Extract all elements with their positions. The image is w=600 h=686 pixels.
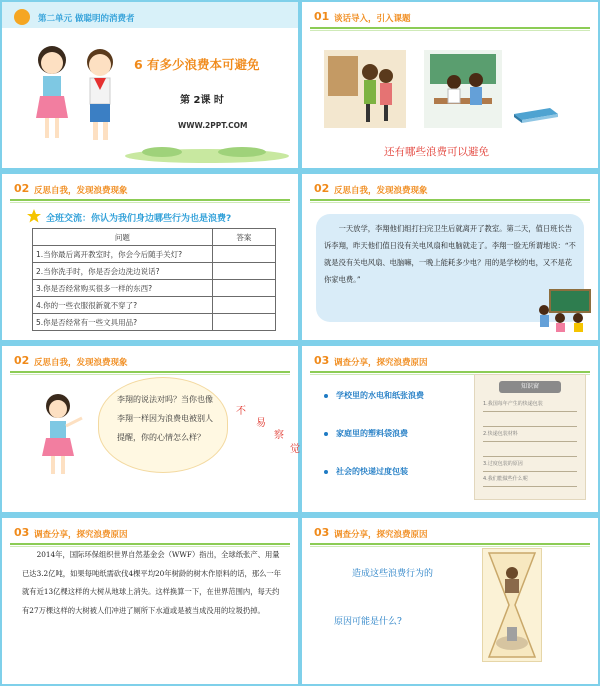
header-rule-light xyxy=(10,202,290,203)
bullet-dot-icon xyxy=(324,432,328,436)
table-cell-question: 2.当你洗手时，你是否会边洗边说话? xyxy=(33,263,213,280)
section-number: 03 xyxy=(14,526,30,539)
knowledge-window xyxy=(474,374,586,500)
section-title: 调查分享，探究浪费原因 xyxy=(334,530,428,540)
section-number: 02 xyxy=(314,182,330,195)
table-cell-answer[interactable] xyxy=(212,263,275,280)
slide-caption: 还有哪些浪费可以避免 xyxy=(384,146,489,158)
section-number: 03 xyxy=(314,354,330,367)
table-cell-question: 5.你是否经常有一些文具用品? xyxy=(33,314,213,331)
lesson-period: 第 2课 时 xyxy=(180,95,224,106)
section-number: 02 xyxy=(14,182,30,195)
section-title: 反思自我，发现浪费现象 xyxy=(34,358,128,368)
slide-header xyxy=(2,174,298,198)
section-title: 反思自我，发现浪费现象 xyxy=(34,186,128,196)
side-word: 察 xyxy=(274,430,284,441)
bullet-item xyxy=(324,466,408,477)
header-rule xyxy=(10,543,290,545)
header-rule-light xyxy=(10,374,290,375)
side-word: 觉 xyxy=(290,444,300,455)
table-cell-question: 1.当你最后离开教室时，你会今后随手关灯? xyxy=(33,246,213,263)
knowledge-line: 1.我国每年产生的快递包装 xyxy=(483,397,577,412)
bullet-text: 家庭里的塑料袋浪费 xyxy=(336,429,408,438)
slide-8[interactable] xyxy=(302,518,598,684)
knowledge-line xyxy=(483,442,577,457)
star-icon xyxy=(26,208,42,224)
classroom-scene-2 xyxy=(424,50,502,128)
slide-1-cover[interactable] xyxy=(2,2,298,168)
bullet-item xyxy=(324,428,408,439)
header-rule-light xyxy=(310,546,590,547)
survey-table xyxy=(32,228,276,331)
slide-header xyxy=(2,518,298,542)
unit-label: 第二单元 做聪明的消费者 xyxy=(38,14,135,24)
table-cell-answer[interactable] xyxy=(212,314,275,331)
unit-logo-icon xyxy=(14,9,30,25)
table-row xyxy=(33,263,276,280)
hourglass-illustration xyxy=(482,548,542,662)
knowledge-line: 4.我们能做些什么呢 xyxy=(483,472,577,487)
slide-header xyxy=(302,346,598,370)
bullet-dot-icon xyxy=(324,470,328,474)
header-rule xyxy=(310,543,590,545)
section-number: 01 xyxy=(314,10,330,23)
lesson-title: 6 有多少浪费本可避免 xyxy=(134,57,260,72)
side-word: 易 xyxy=(256,418,266,429)
table-row xyxy=(33,297,276,314)
section-title: 调查分享，探究浪费原因 xyxy=(334,358,428,368)
hourglass-icon xyxy=(483,549,541,661)
side-word: 不 xyxy=(236,406,246,417)
header-rule-light xyxy=(310,30,590,31)
discussion-prompt: 全班交流：你认为我们身边哪些行为也是浪费? xyxy=(46,214,232,224)
paper-waste-paragraph: 2014年，国际环保组织世界自然基金会（WWF）指出，全球纸张产、用量已达3.2亿吨，如果每吨纸需砍伐4棵平均20年树龄的树木作原料的话，那么一年就有近13亿棵这样的大树从地球上消失。这样换算一下，在世界范围内，每天约有27万棵这样的大树被人们冲进了厕所下水道或是被当成没用的垃圾扔掉。 xyxy=(22,550,282,615)
classroom-kids-illustration xyxy=(536,288,592,332)
header-rule-light xyxy=(310,202,590,203)
bullet-text: 学校里的水电和纸张浪费 xyxy=(336,391,424,400)
column-header-answer: 答案 xyxy=(212,229,275,246)
cartoon-kids-illustration xyxy=(26,36,136,146)
column-header-question: 问题 xyxy=(33,229,213,246)
story-textbox: 一天放学，李翔他们组打扫完卫生后就离开了教室。第二天，值日班长告诉李翔，昨天他们值日没有关电风扇和电脑就走了。李翔一脸无所谓地说：“不就是没有关电风扇、电脑嘛，一晚上能耗多少电？用的是学校的电，又不是花你家电费。” xyxy=(316,214,584,322)
header-rule xyxy=(310,371,590,373)
bullet-item xyxy=(324,390,424,401)
section-number: 02 xyxy=(14,354,30,367)
table-cell-question: 4.你的一些衣服很新就不穿了? xyxy=(33,297,213,314)
section-title: 谈话导入，引入课题 xyxy=(334,14,411,24)
knowledge-line: 3.过度包装的原因 xyxy=(483,457,577,472)
slide-header xyxy=(2,346,298,370)
section-title: 调查分享，探究浪费原因 xyxy=(34,530,128,540)
table-cell-answer[interactable] xyxy=(212,246,275,263)
question-line-1: 造成这些浪费行为的 xyxy=(352,569,434,579)
classroom-scene-1 xyxy=(324,50,406,128)
header-rule xyxy=(10,199,290,201)
knowledge-window-header: 知识窗 xyxy=(499,381,561,393)
table-cell-answer[interactable] xyxy=(212,297,275,314)
knowledge-line xyxy=(483,412,577,427)
bullet-dot-icon xyxy=(324,394,328,398)
header-rule xyxy=(310,27,590,29)
slide-header xyxy=(302,518,598,542)
table-row xyxy=(33,246,276,263)
bullet-text: 社会的快递过度包装 xyxy=(336,467,408,476)
slide-header xyxy=(302,2,598,26)
table-row xyxy=(33,280,276,297)
section-number: 03 xyxy=(314,526,330,539)
grass-decoration xyxy=(122,140,292,166)
header-rule xyxy=(310,199,590,201)
header-rule xyxy=(10,371,290,373)
chalk-eraser-image xyxy=(510,106,560,124)
table-cell-question: 3.你是否经常购买很多一样的东西? xyxy=(33,280,213,297)
table-cell-answer[interactable] xyxy=(212,280,275,297)
slide-2[interactable] xyxy=(302,2,598,168)
slide-header xyxy=(302,174,598,198)
knowledge-line: 2.快递包装材料 xyxy=(483,427,577,442)
website-label: WWW.2PPT.COM xyxy=(178,121,248,130)
table-row xyxy=(33,314,276,331)
question-line-2: 原因可能是什么? xyxy=(334,617,402,627)
speech-bubble: 李翔的说法对吗？当你也像李翔一样因为浪费电被别人提醒，你的心情怎么样？ xyxy=(98,377,228,473)
section-title: 反思自我，发现浪费现象 xyxy=(334,186,428,196)
table-header-row xyxy=(33,229,276,246)
girl-pointing-illustration xyxy=(36,392,88,478)
